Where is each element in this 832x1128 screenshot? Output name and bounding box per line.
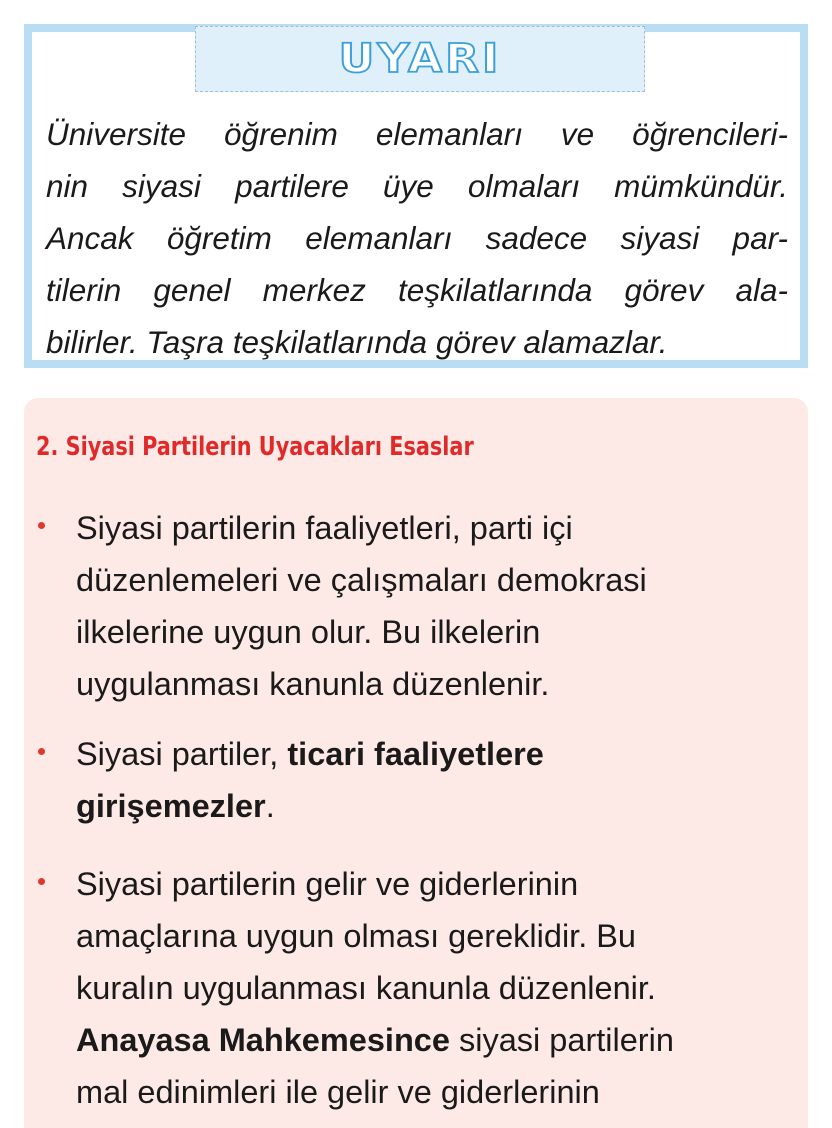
bullet-dot-icon	[38, 878, 45, 885]
list-item-text	[76, 728, 792, 832]
plain-text: .	[265, 788, 275, 824]
bullet-dot-icon	[38, 748, 45, 755]
section-panel	[24, 398, 808, 1128]
warning-title-tab	[195, 26, 645, 92]
warning-line: bilirler. Taşra teşkilatlarında görev alamazlar.	[46, 324, 668, 360]
text-line: uygulanması kanunla düzenlenir.	[76, 666, 550, 702]
text-line: kuralın uygulanması kanunla düzenlenir.	[76, 970, 656, 1006]
section-title: 2. Siyasi Partilerin Uyacakları Esaslar	[36, 432, 474, 462]
warning-line: Üniversite öğrenim elemanları ve öğrencileri-	[46, 116, 788, 152]
bullet-dot-icon	[38, 522, 45, 529]
text-line: Siyasi partilerin gelir ve giderlerinin	[76, 866, 579, 902]
list-item-text	[76, 858, 792, 1118]
warning-title: UYARI	[338, 35, 502, 82]
text-line: düzenlemeleri ve çalışmaları demokrasi	[76, 562, 647, 598]
bold-text: girişemezler	[76, 788, 266, 824]
warning-text	[46, 108, 788, 368]
warning-line: Ancak öğretim elemanları sadece siyasi par-	[46, 220, 788, 256]
text-line: Siyasi partilerin faaliyetleri, parti içi	[76, 510, 573, 546]
plain-text: Siyasi partiler,	[76, 736, 288, 772]
warning-box	[24, 24, 808, 368]
bold-text: Anayasa Mahkemesince	[76, 1022, 450, 1058]
warning-line: tilerin genel merkez teşkilatlarında görev ala-	[46, 272, 788, 308]
plain-text: siyasi partilerin	[449, 1022, 674, 1058]
bold-text: ticari faaliyetlere	[287, 736, 544, 772]
text-line	[76, 780, 792, 832]
warning-line: nin siyasi partilere üye olmaları mümkündür.	[46, 168, 788, 204]
text-line	[76, 728, 792, 780]
list-item-text	[76, 502, 792, 710]
text-line: mal edinimleri ile gelir ve giderlerinin	[76, 1074, 600, 1110]
text-line	[76, 1014, 792, 1066]
text-line: amaçlarına uygun olması gereklidir. Bu	[76, 918, 637, 954]
text-line: ilkelerine uygun olur. Bu ilkelerin	[76, 614, 541, 650]
